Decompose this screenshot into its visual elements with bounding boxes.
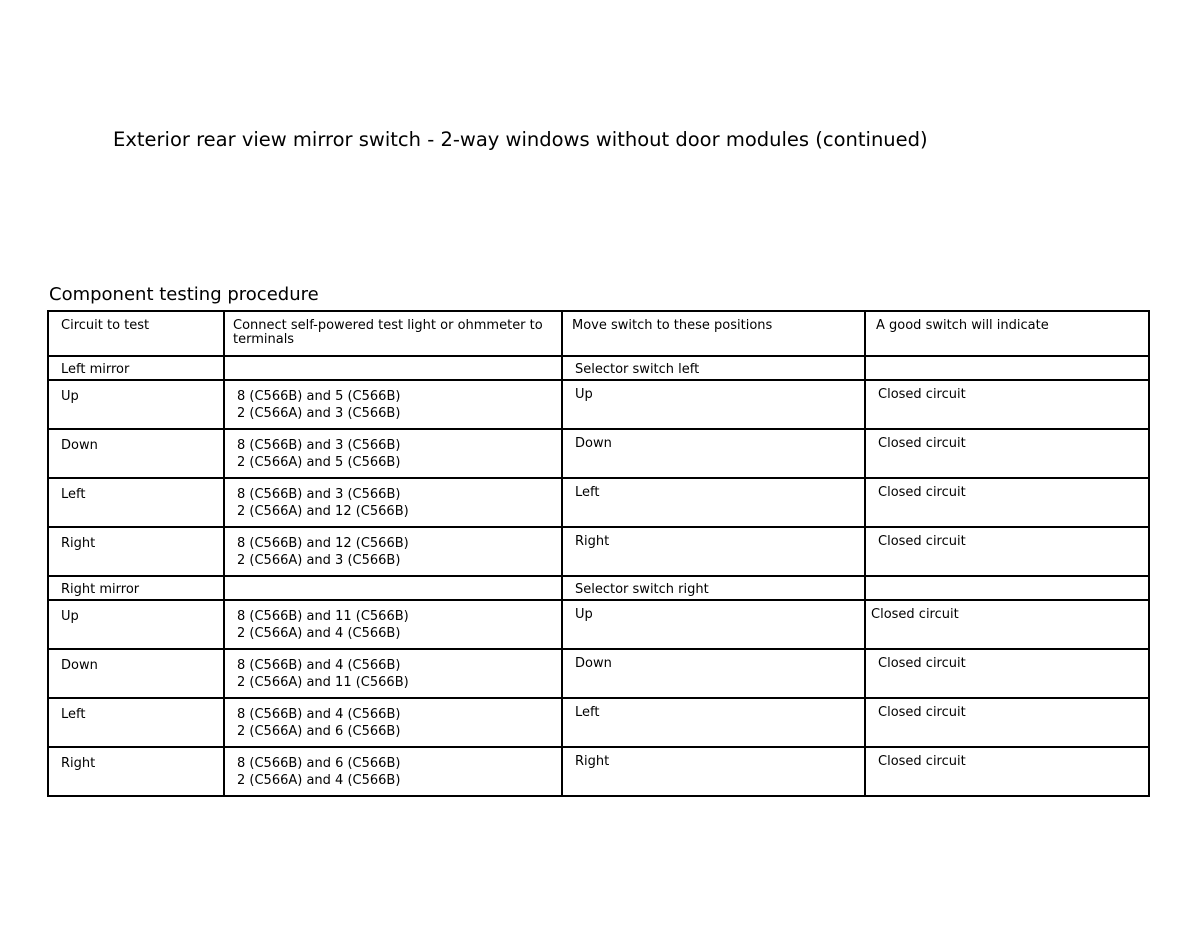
group-row-left-mirror: [48, 356, 1149, 380]
table-body: [48, 356, 1149, 796]
terminal-pair: 2 (C566A) and 12 (C566B): [237, 504, 409, 519]
section-title: Component testing procedure: [49, 284, 319, 305]
terminals-cell: [224, 429, 562, 478]
position-cell: Up: [562, 600, 865, 649]
terminal-pair: 2 (C566A) and 6 (C566B): [237, 724, 401, 739]
position-cell: Right: [562, 747, 865, 796]
table-row: [48, 698, 1149, 747]
group-label: Left mirror: [48, 356, 224, 380]
circuit-cell: Right: [48, 747, 224, 796]
table-row: [48, 527, 1149, 576]
circuit-cell: Left: [48, 478, 224, 527]
terminal-pair: 8 (C566B) and 6 (C566B): [237, 756, 401, 771]
table-row: [48, 429, 1149, 478]
terminals-cell: [224, 649, 562, 698]
position-cell: Left: [562, 478, 865, 527]
terminal-pair: 8 (C566B) and 4 (C566B): [237, 658, 401, 673]
result-cell: Closed circuit: [865, 649, 1149, 698]
terminal-pair: 2 (C566A) and 11 (C566B): [237, 675, 409, 690]
table-row: [48, 600, 1149, 649]
circuit-cell: Down: [48, 429, 224, 478]
terminals-cell: [224, 698, 562, 747]
table-row: [48, 478, 1149, 527]
group-terminals-empty: [224, 356, 562, 380]
result-cell: Closed circuit: [865, 600, 1149, 649]
result-cell: Closed circuit: [865, 527, 1149, 576]
position-cell: Left: [562, 698, 865, 747]
terminal-pair: 8 (C566B) and 11 (C566B): [237, 609, 409, 624]
terminal-pair: 2 (C566A) and 4 (C566B): [237, 773, 401, 788]
terminal-pair: 2 (C566A) and 3 (C566B): [237, 553, 401, 568]
terminal-pair: 8 (C566B) and 12 (C566B): [237, 536, 409, 551]
result-cell: Closed circuit: [865, 380, 1149, 429]
terminal-pair: 2 (C566A) and 3 (C566B): [237, 406, 401, 421]
circuit-cell: Up: [48, 600, 224, 649]
terminals-cell: [224, 380, 562, 429]
group-label: Right mirror: [48, 576, 224, 600]
header-result: A good switch will indicate: [865, 311, 1149, 356]
result-cell: Closed circuit: [865, 478, 1149, 527]
terminals-cell: [224, 747, 562, 796]
page-title: Exterior rear view mirror switch - 2-way windows without door modules (continued): [113, 128, 928, 151]
table-row: [48, 747, 1149, 796]
group-result-empty: [865, 356, 1149, 380]
table-header-row: [48, 311, 1149, 356]
terminal-pair: 8 (C566B) and 5 (C566B): [237, 389, 401, 404]
header-circuit: Circuit to test: [48, 311, 224, 356]
group-selector: Selector switch left: [562, 356, 865, 380]
circuit-cell: Left: [48, 698, 224, 747]
header-terminals: Connect self-powered test light or ohmmeter to terminals: [224, 311, 562, 356]
circuit-cell: Up: [48, 380, 224, 429]
group-selector: Selector switch right: [562, 576, 865, 600]
result-cell: Closed circuit: [865, 747, 1149, 796]
terminal-pair: 8 (C566B) and 4 (C566B): [237, 707, 401, 722]
terminal-pair: 2 (C566A) and 4 (C566B): [237, 626, 401, 641]
position-cell: Down: [562, 649, 865, 698]
terminals-cell: [224, 600, 562, 649]
table-row: [48, 380, 1149, 429]
circuit-cell: Down: [48, 649, 224, 698]
terminal-pair: 8 (C566B) and 3 (C566B): [237, 487, 401, 502]
result-cell: Closed circuit: [865, 429, 1149, 478]
terminals-cell: [224, 478, 562, 527]
position-cell: Up: [562, 380, 865, 429]
group-row-right-mirror: [48, 576, 1149, 600]
terminal-pair: 8 (C566B) and 3 (C566B): [237, 438, 401, 453]
position-cell: Right: [562, 527, 865, 576]
result-cell: Closed circuit: [865, 698, 1149, 747]
position-cell: Down: [562, 429, 865, 478]
group-result-empty: [865, 576, 1149, 600]
circuit-cell: Right: [48, 527, 224, 576]
component-testing-table: [47, 310, 1150, 797]
terminal-pair: 2 (C566A) and 5 (C566B): [237, 455, 401, 470]
group-terminals-empty: [224, 576, 562, 600]
header-positions: Move switch to these positions: [562, 311, 865, 356]
terminals-cell: [224, 527, 562, 576]
table-row: [48, 649, 1149, 698]
